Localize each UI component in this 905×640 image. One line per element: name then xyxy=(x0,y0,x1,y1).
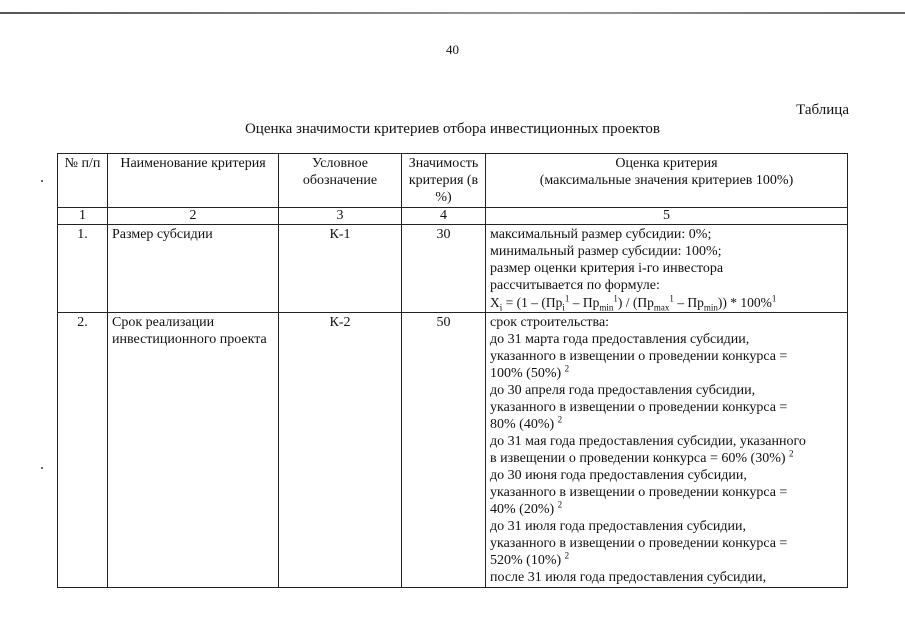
criterion-score xyxy=(486,313,848,588)
footnote-mark: 2 xyxy=(564,363,570,374)
header-code: Условное обозначение xyxy=(279,154,402,208)
criterion-name: Срок реализации инвестиционного проекта xyxy=(108,313,279,588)
score-line: до 31 марта года предоставления субсидии, xyxy=(490,332,750,347)
scan-edge-line xyxy=(0,12,905,14)
footnote-mark: 2 xyxy=(557,499,563,510)
score-line: до 31 мая года предоставления субсидии, указанного xyxy=(490,434,806,449)
criterion-name: Размер субсидии xyxy=(108,225,279,313)
header-score xyxy=(486,154,848,208)
score-line: до 30 апреля года предоставления субсидии, xyxy=(490,383,756,398)
criterion-code: К-2 xyxy=(279,313,402,588)
score-line: минимальный размер субсидии: 100%; xyxy=(490,244,722,259)
score-line: 40% (20%) $^2$ xyxy=(490,499,563,517)
table-row xyxy=(58,313,848,588)
header-row xyxy=(58,154,848,208)
criterion-weight: 30 xyxy=(402,225,486,313)
score-line: после 31 июля года предоставления субсидии, xyxy=(490,570,767,585)
score-formula: $X_i = (1 - (Пр_i^1 - Пр_{min}^1) / (Пр_{max}^1 - Пр_{min})) * 100\%^1$ xyxy=(490,293,777,313)
criterion-code: К-1 xyxy=(279,225,402,313)
header-name: Наименование критерия xyxy=(108,154,279,208)
score-line: до 31 июля года предоставления субсидии, xyxy=(490,519,747,534)
row-number: 1. xyxy=(58,225,108,313)
score-line: рассчитывается по формуле: xyxy=(490,278,660,293)
document-title: Оценка значимости критериев отбора инвестиционных проектов xyxy=(244,121,661,137)
score-line: размер оценки критерия i-го инвестора xyxy=(490,261,724,276)
row-number: 2. xyxy=(58,313,108,588)
footnote-mark: 2 xyxy=(564,550,570,561)
column-number: 3 xyxy=(279,208,402,225)
score-line: срок строительства: xyxy=(490,315,610,330)
column-number: 2 xyxy=(108,208,279,225)
scan-speck xyxy=(41,467,43,469)
score-line: 100% (50%) $^2$ xyxy=(490,363,570,381)
header-score-title: Оценка критерия xyxy=(615,156,718,171)
table-label: Таблица xyxy=(796,102,849,118)
score-line: указанного в извещении о проведении конкурса = xyxy=(490,400,788,415)
footnote-mark: 1 xyxy=(771,293,777,304)
criterion-score xyxy=(486,225,848,313)
score-line: указанного в извещении о проведении конкурса = xyxy=(490,536,788,551)
table-row xyxy=(58,225,848,313)
score-line: в извещении о проведении конкурса = 60% (30%) $^2$ xyxy=(490,448,794,466)
criteria-table xyxy=(57,153,848,588)
header-weight: Значимость критерия (в %) xyxy=(402,154,486,208)
header-num: № п/п xyxy=(58,154,108,208)
column-number-row xyxy=(58,208,848,225)
scan-speck xyxy=(41,180,43,182)
score-line: указанного в извещении о проведении конкурса = xyxy=(490,485,788,500)
score-line: 520% (10%) $^2$ xyxy=(490,550,570,568)
footnote-mark: 2 xyxy=(557,414,563,425)
score-line: максимальный размер субсидии: 0%; xyxy=(490,227,712,242)
score-line: 80% (40%) $^2$ xyxy=(490,414,563,432)
header-score-subtitle: (максимальные значения критериев 100%) xyxy=(539,173,794,188)
score-line: до 30 июня года предоставления субсидии, xyxy=(490,468,747,483)
footnote-mark: 2 xyxy=(789,448,794,459)
column-number: 4 xyxy=(402,208,486,225)
column-number: 5 xyxy=(486,208,848,225)
score-line: указанного в извещении о проведении конкурса = xyxy=(490,349,788,364)
column-number: 1 xyxy=(58,208,108,225)
criterion-weight: 50 xyxy=(402,313,486,588)
page-number: 40 xyxy=(446,42,459,57)
